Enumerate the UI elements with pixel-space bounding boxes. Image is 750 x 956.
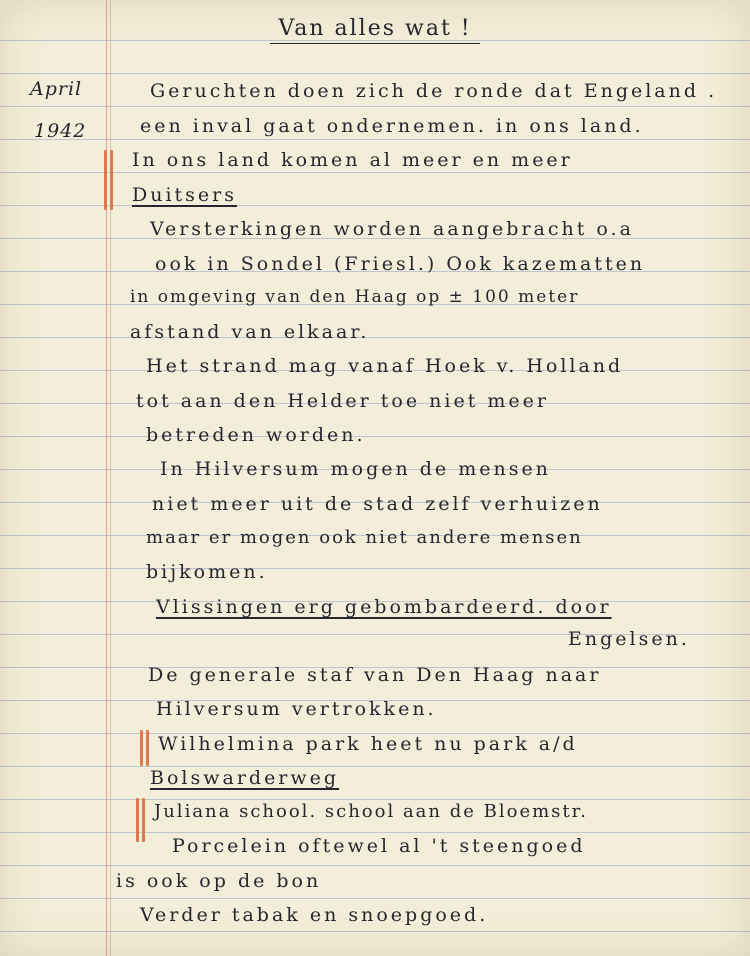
margin-marker <box>136 798 148 842</box>
text-line: in omgeving van den Haag op ± 100 meter <box>130 287 580 307</box>
text-line: een inval gaat ondernemen. in ons land. <box>140 115 644 137</box>
text-line: Engelsen. <box>568 628 690 650</box>
text-line: In ons land komen al meer en meer <box>132 149 573 171</box>
margin-marker <box>104 150 116 210</box>
text-line: afstand van elkaar. <box>130 321 370 343</box>
text-line: betreden worden. <box>146 424 366 446</box>
margin-rule <box>106 0 107 956</box>
text-line: Het strand mag vanaf Hoek v. Holland <box>146 355 624 377</box>
text-line: Verder tabak en snoepgoed. <box>140 904 489 926</box>
text-line: Versterkingen worden aangebracht o.a <box>150 218 634 240</box>
text-line: In Hilversum mogen de mensen <box>160 458 551 480</box>
text-line: De generale staf van Den Haag naar <box>148 664 602 686</box>
date-month: April <box>30 78 83 100</box>
text-line: maar er mogen ook niet andere mensen <box>146 527 583 548</box>
text-line: Duitsers <box>132 184 238 206</box>
text-line: Bolswarderweg <box>150 767 340 789</box>
text-line: is ook op de bon <box>116 870 322 892</box>
text-line: ook in Sondel (Friesl.) Ook kazematten <box>155 253 646 275</box>
text-line: bijkomen. <box>146 561 268 583</box>
text-line: tot aan den Helder toe niet meer <box>136 390 549 412</box>
margin-marker <box>140 730 152 766</box>
text-line: Wilhelmina park heet nu park a/d <box>158 733 578 755</box>
page-title: Van alles wat ! <box>0 16 750 41</box>
text-line: Porcelein oftewel al 't steengoed <box>172 835 586 857</box>
text-line: Hilversum vertrokken. <box>156 698 437 720</box>
margin-rule-inner <box>110 0 111 956</box>
text-line: niet meer uit de stad zelf verhuizen <box>152 493 603 515</box>
text-line: Juliana school. school aan de Bloemstr. <box>154 801 588 822</box>
date-year: 1942 <box>34 120 87 142</box>
text-line: Vlissingen erg gebombardeerd. door <box>156 596 612 618</box>
text-line: Geruchten doen zich de ronde dat Engeland . <box>150 80 718 102</box>
